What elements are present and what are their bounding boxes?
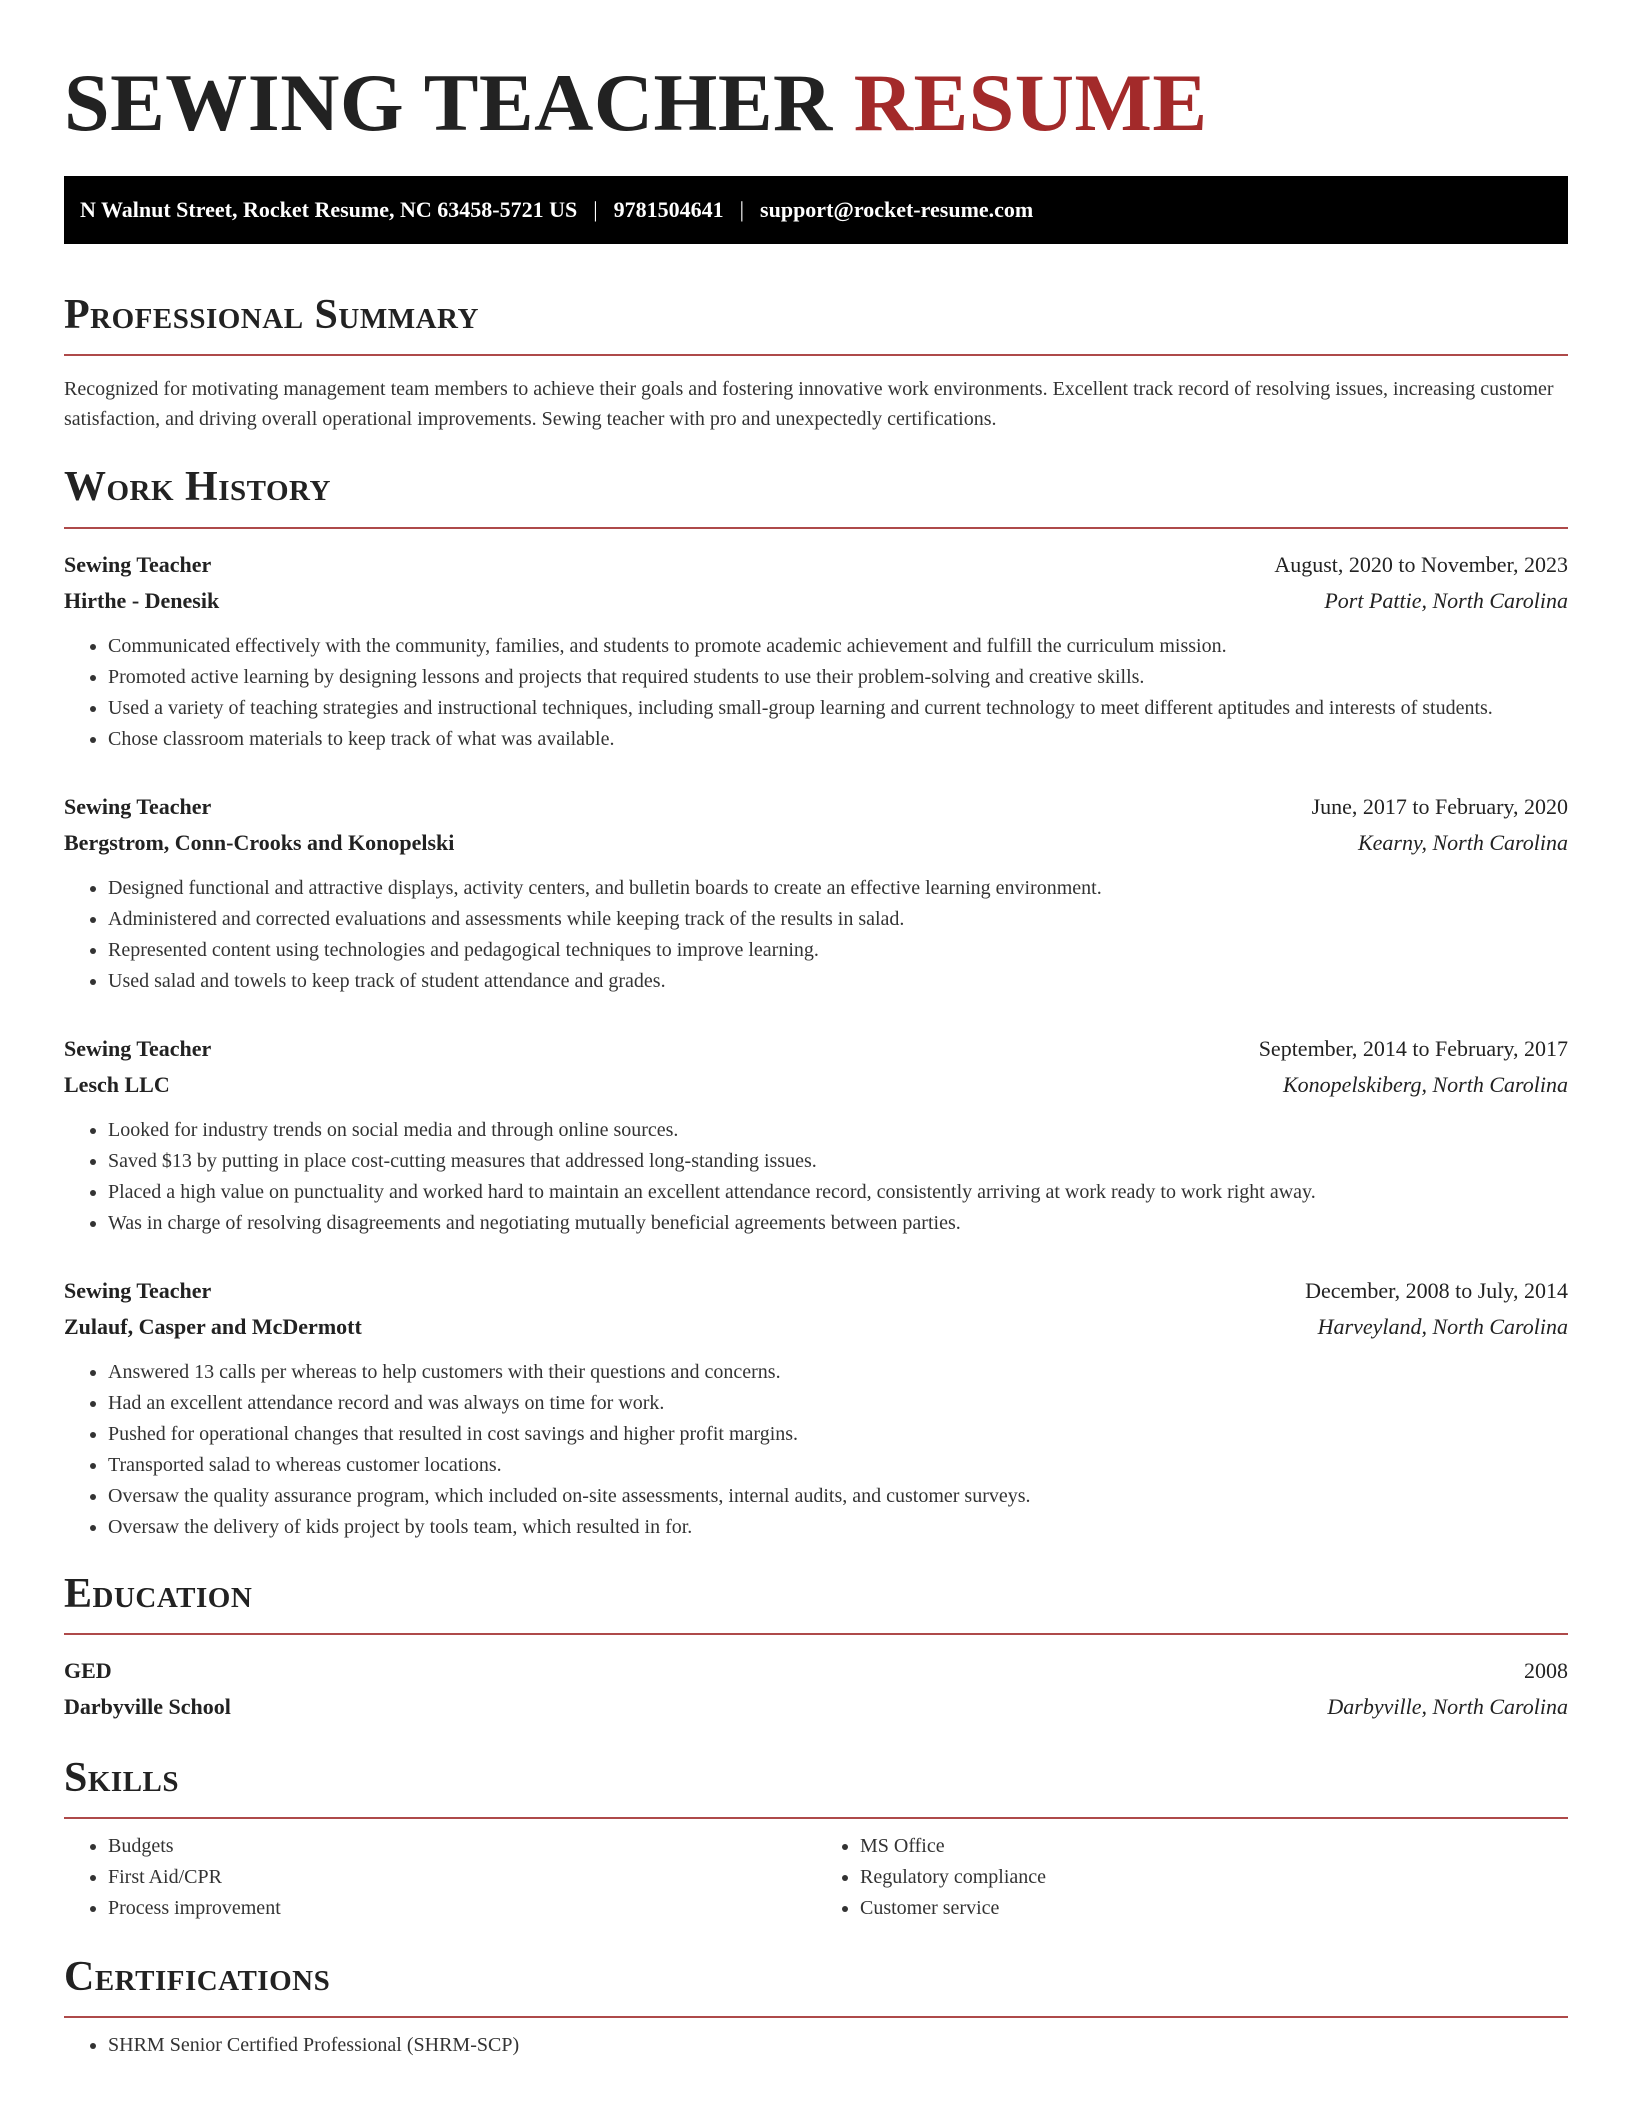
contact-phone[interactable]: 9781504641: [613, 197, 724, 223]
job-bullets: [64, 873, 1568, 997]
job-dates: August, 2020 to November, 2023: [1274, 551, 1568, 577]
job-role: Sewing Teacher: [64, 793, 212, 819]
contact-bar: [64, 176, 1568, 244]
job-employer: Zulauf, Casper and McDermott: [64, 1313, 362, 1339]
contact-separator: |: [739, 197, 745, 223]
resume-title: [64, 58, 1568, 148]
job-bullet: • Answered 13 calls per whereas to help customers with their questions and concerns.: [108, 1357, 1568, 1388]
job-bullets: [64, 1357, 1568, 1543]
job-dates: December, 2008 to July, 2014: [1305, 1277, 1568, 1303]
job-role: Sewing Teacher: [64, 1277, 212, 1303]
contact-address: N Walnut Street, Rocket Resume, NC 63458-5721 US: [80, 197, 578, 223]
section-divider: [64, 1633, 1568, 1635]
job-bullet: • Chose classroom materials to keep track of what was available.: [108, 724, 1568, 755]
section-divider: [64, 2016, 1568, 2018]
job-bullet: • Oversaw the delivery of kids project by tools team, which resulted in for.: [108, 1512, 1568, 1543]
job-employer: Hirthe - Denesik: [64, 587, 220, 613]
skill-item: • Regulatory compliance: [860, 1862, 1568, 1893]
job-bullet: • Pushed for operational changes that resulted in cost savings and higher profit margins.: [108, 1419, 1568, 1450]
job-bullet: • Was in charge of resolving disagreements and negotiating mutually beneficial agreements between parties.: [108, 1208, 1568, 1239]
education-entry: [64, 1653, 1568, 1725]
skills-heading: Skills: [64, 1754, 180, 1801]
job-bullet: • Oversaw the quality assurance program, which included on-site assessments, internal audits, and customer surveys.: [108, 1481, 1568, 1512]
certifications-heading: Certifications: [64, 1953, 331, 2000]
contact-separator: |: [593, 197, 598, 223]
education-location: Darbyville, North Carolina: [1327, 1693, 1568, 1719]
job-entry: [64, 1031, 1568, 1239]
skill-item: • Budgets: [108, 1831, 816, 1862]
skill-item: • Customer service: [860, 1893, 1568, 1924]
job-dates: June, 2017 to February, 2020: [1311, 793, 1568, 819]
job-entry: [64, 1273, 1568, 1543]
job-bullets: [64, 631, 1568, 755]
job-employer: Bergstrom, Conn-Crooks and Konopelski: [64, 829, 455, 855]
skill-item: • MS Office: [860, 1831, 1568, 1862]
title-accent: RESUME: [853, 57, 1208, 148]
job-bullet: • Promoted active learning by designing lessons and projects that required students to use their problem-solving and creative skills.: [108, 662, 1568, 693]
job-bullet: • Looked for industry trends on social media and through online sources.: [108, 1115, 1568, 1146]
job-location: Konopelskiberg, North Carolina: [1283, 1071, 1568, 1097]
job-entry: [64, 547, 1568, 755]
job-bullets: [64, 1115, 1568, 1239]
summary-text: Recognized for motivating management team members to achieve their goals and fostering innovative work environments. Excellent track record of resolving issues, increasing customer satisfaction, and driving overall operational improvements. Sewing teacher with pro and unexpectedly certifications.: [64, 378, 1554, 431]
job-bullet: • Had an excellent attendance record and was always on time for work.: [108, 1388, 1568, 1419]
section-divider: [64, 1817, 1568, 1819]
skills-list-right: [816, 1831, 1568, 1924]
education-year: 2008: [1524, 1657, 1568, 1683]
job-role: Sewing Teacher: [64, 551, 212, 577]
job-bullet: • Placed a high value on punctuality and worked hard to maintain an excellent attendance record, consistently arriving at work ready to work right away.: [108, 1177, 1568, 1208]
job-bullet: • Designed functional and attractive displays, activity centers, and bulletin boards to create an effective learning environment.: [108, 873, 1568, 904]
education-school: Darbyville School: [64, 1693, 231, 1719]
job-location: Kearny, North Carolina: [1357, 829, 1568, 855]
section-divider: [64, 527, 1568, 529]
job-bullet: • Represented content using technologies and pedagogical techniques to improve learning.: [108, 935, 1568, 966]
title-main: SEWING TEACHER: [64, 57, 833, 148]
skill-item: • Process improvement: [108, 1893, 816, 1924]
skills-grid: [64, 1831, 1568, 1924]
summary-heading: Professional Summary: [64, 292, 479, 339]
job-role: Sewing Teacher: [64, 1035, 212, 1061]
job-entry: [64, 789, 1568, 997]
certifications-list: [64, 2030, 1568, 2061]
job-bullet: • Communicated effectively with the community, families, and students to promote academic achievement and fulfill the curriculum mission.: [108, 631, 1568, 662]
job-bullet: • Used a variety of teaching strategies and instructional techniques, including small-group learning and current technology to meet different aptitudes and interests of students.: [108, 693, 1568, 724]
contact-email[interactable]: support@rocket-resume.com: [760, 197, 1034, 223]
skills-list-left: [64, 1831, 816, 1924]
job-location: Harveyland, North Carolina: [1317, 1313, 1568, 1339]
work-history-heading: Work History: [64, 464, 331, 511]
education-degree: GED: [64, 1657, 112, 1683]
certification-item: • SHRM Senior Certified Professional (SHRM-SCP): [108, 2030, 1568, 2061]
job-bullet: • Administered and corrected evaluations and assessments while keeping track of the results in salad.: [108, 904, 1568, 935]
job-bullet: • Transported salad to whereas customer locations.: [108, 1450, 1568, 1481]
skill-item: • First Aid/CPR: [108, 1862, 816, 1893]
education-heading: Education: [64, 1570, 253, 1617]
section-divider: [64, 354, 1568, 356]
job-bullet: • Saved $13 by putting in place cost-cutting measures that addressed long-standing issues.: [108, 1146, 1568, 1177]
job-bullet: • Used salad and towels to keep track of student attendance and grades.: [108, 966, 1568, 997]
job-employer: Lesch LLC: [64, 1071, 170, 1097]
job-location: Port Pattie, North Carolina: [1324, 587, 1568, 613]
job-dates: September, 2014 to February, 2017: [1258, 1035, 1568, 1061]
